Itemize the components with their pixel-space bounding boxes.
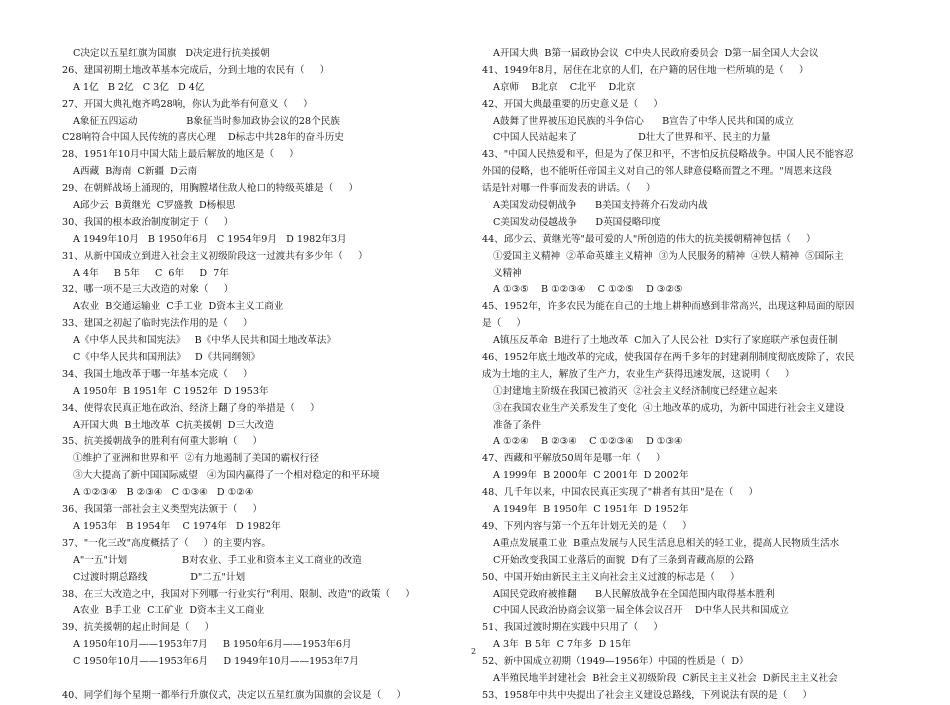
text-line: 27、开国大典礼炮齐鸣28响，你认为此举有何意义（ ） (62, 98, 313, 110)
text-line: 成为土地的主人，解放了生产力，农业生产获得迅速发展，这说明（ ） (482, 368, 795, 380)
text-line: 52、新中国成立初期（1949—1956年）中国的性质是（ D） (482, 656, 749, 668)
text-line: A国民党政府被推翻 B人民解放战争在全国范围内取得基本胜利 (493, 588, 775, 600)
text-line: 40、同学们每个星期一都举行升旗仪式，决定以五星红旗为国旗的会议是（ ） (62, 689, 407, 701)
text-line (62, 671, 467, 688)
text-line: 53、1958年中共中央提出了社会主义建设总路线，下列说法有误的是（ ） (482, 689, 813, 701)
text-line: ①维护了亚洲和世界和平 ②有力地遏制了美国的霸权行径 (73, 453, 319, 465)
text-line: 37、"一化三改"高度概括了（ ）的主要内容。 (62, 537, 271, 549)
page-number: 2 (471, 647, 477, 656)
text-line: 准备了条件 (493, 419, 541, 431)
text-line: C中国人民政治协商会议第一届全体会议召开 D中华人民共和国成立 (493, 605, 789, 617)
text-line: C美国发动侵越战争 D英国侵略印度 (493, 216, 661, 228)
text-line: C开始改变我国工业落后的面貌 D有了三条到青藏高原的公路 (493, 554, 754, 566)
text-line: C决定以五星红旗为国旗 D决定进行抗美援朝 (73, 48, 270, 59)
text-line: C 1950年10月——1953年6月 D 1949年10月——1953年7月 (73, 656, 359, 668)
text-line: A象征五四运动 B象征当时参加政协会议的28个民族 (73, 115, 340, 127)
text-line: C过渡时期总路线 D"二五"计划 (73, 571, 246, 583)
text-line: 51、我国过渡时期在实践中只用了（ ） (482, 622, 663, 634)
text-line: A ①②④ B ②③④ C ①②③④ D ①③④ (493, 436, 683, 448)
text-line: 28、1951年10月中国大陆上最后解放的地区是（ ） (62, 149, 299, 161)
text-line: 34、使得农民真正地在政治、经济上翻了身的举措是（ ） (62, 402, 320, 414)
text-line: A半殖民地半封建社会 B社会主义初级阶段 C新民主主义社会 D新民主主义社会 (493, 672, 838, 684)
text-line: A 1999年 B 2000年 C 2001年 D 2002年 (493, 470, 689, 482)
text-line: ③在我国农业生产关系发生了变化 ④土地改革的成功，为新中国进行社会主义建设 (493, 402, 845, 414)
text-line: 38、在三大改造之中，我国对下列哪一行业实行"利用、限制、改造"的政策（ ） (62, 588, 415, 600)
text-line: 46、1952年底土地改革的完成，使我国存在两千多年的封建剥削制度彻底废除了，农民 (482, 352, 855, 364)
text-line: 30、我国的根本政治制度制定于（ ） (62, 216, 234, 228)
text-line: C28响符合中国人民传统的喜庆心理 D标志中共28年的奋斗历史 (62, 132, 344, 144)
text-line: A 1949年10月 B 1950年6月 C 1954年9月 D 1982年3月 (73, 233, 347, 245)
text-line: 26、建国初期土地改革基本完成后，分到土地的农民有（ ） (62, 64, 330, 76)
text-line: 33、建国之初起了临时宪法作用的是（ ） (62, 318, 253, 330)
text-line: A 1949年 B 1950年 C 1951年 D 1952年 (493, 504, 689, 516)
text-line: 44、邱少云、黄继光等"最可爱的人"所创造的伟大的抗美援朝精神包括（ ） (482, 233, 816, 245)
text-line: A 3年 B 5年 C 7年多 D 15年 (493, 639, 631, 651)
text-line: ①封建地主阶级在我国已被消灭 ②社会主义经济制度已经建立起来 (493, 385, 778, 397)
text-line: A"一五"计划 B对农业、手工业和资本主义工商业的改造 (73, 554, 362, 566)
text-line: 36、我国第一部社会主义类型宪法颁于（ ） (62, 504, 263, 516)
text-line: A开国大典 B第一届政协会议 C中央人民政府委员会 D第一届全国人大会议 (493, 48, 819, 59)
text-line: A西藏 B海南 C新疆 D云南 (73, 166, 198, 178)
text-line: A美国发动侵朝战争 B美国支持蒋介石发动内战 (493, 200, 708, 212)
text-line: C中国人民站起来了 D壮大了世界和平、民主的力量 (493, 132, 771, 144)
text-line: 48、几千年以来，中国农民真正实现了"耕者有其田"是在（ ） (482, 487, 759, 499)
text-line: A 1950年 B 1951年 C 1952年 D 1953年 (73, 385, 269, 397)
text-line: ③大大提高了新中国国际威望 ④为国内赢得了一个相对稳定的和平环境 (73, 470, 380, 482)
text-line: 41、1949年8月，居住在北京的人们，在户籍的居住地一栏所填的是（ ） (482, 64, 809, 76)
text-line: C《中华人民共和国刑法》 D《共同纲领》 (73, 352, 261, 364)
text-line: 45、1952年，许多农民为能在自己的土地上耕种而感到非常高兴，出现这种局面的原因 (482, 301, 855, 313)
text-line: 31、从新中国成立到进入社会主义初级阶段这一过渡共有多少年（ ） (62, 250, 368, 262)
text-line: A开国大典 B土地改革 C抗美援朝 D三大改造 (73, 419, 274, 431)
text-line: 42、开国大典最重要的历史意义是（ ） (482, 98, 663, 110)
text-line: A京师 B北京 C北平 D北京 (493, 81, 636, 93)
text-line: A ①②③④ B ②③④ C ①③④ D ①②④ (73, 487, 254, 499)
text-line: A重点发展重工业 B重点发展与人民生活息息相关的轻工业，提高人民物质生活水 (493, 537, 840, 549)
text-line: A农业 B手工业 C工矿业 D资本主义工商业 (73, 605, 265, 617)
text-line: A农业 B交通运输业 C手工业 D资本主义工商业 (73, 301, 284, 313)
text-line: A ①③⑤ B ①②③④ C ①②⑤ D ③②⑤ (493, 284, 683, 296)
text-line: 43、"中国人民热爱和平，但是为了保卫和平，不害怕反抗侵略战争。中国人民不能容忍 (482, 149, 854, 161)
left-column (62, 46, 467, 705)
text-line: A 1亿 B 2亿 C 3亿 D 4亿 (73, 81, 205, 93)
text-line: 34、我国土地改革于哪一年基本完成（ ） (62, 368, 253, 380)
text-line: 32、哪一项不是三大改造的对象（ ） (62, 284, 234, 296)
text-line: A 4年 B 5年 C 6年 D 7年 (73, 267, 229, 279)
text-line: A邱少云 B黄继光 C罗盛教 D杨根思 (73, 200, 236, 212)
text-line: ①爱国主义精神 ②革命英雄主义精神 ③为人民服务的精神 ④铁人精神 ⑤国际主 (493, 250, 844, 262)
text-line: A 1953年 B 1954年 C 1974年 D 1982年 (73, 520, 281, 532)
text-line: A 1950年10月——1953年7月 B 1950年6月——1953年6月 (73, 639, 352, 651)
text-line: 47、西藏和平解放50周年是哪一年（ ） (482, 453, 666, 465)
text-line: 是（ ） (482, 318, 527, 330)
text-line: A《中华人民共和国宪法》 B《中华人民共和国土地改革法》 (73, 335, 336, 347)
text-line: A镇压反革命 B进行了土地改革 C加入了人民公社 D实行了家庭联产承包责任制 (493, 335, 838, 347)
text-line: 39、抗美援朝的起止时间是（ ） (62, 622, 215, 634)
text-line: 义精神 (493, 267, 522, 279)
text-line: 外国的侵略，也不能听任帝国主义对自己的邻人肆意侵略而置之不理。"周恩来这段 (482, 166, 832, 178)
text-line: 35、抗美援朝战争的胜利有何重大影响（ ） (62, 436, 263, 448)
text-line: 话是针对哪一件事而发表的讲话。（ ） (482, 183, 656, 195)
text-line: A鼓舞了世界被压迫民族的斗争信心 B宣告了中华人民共和国的成立 (493, 115, 794, 127)
right-column (482, 46, 902, 705)
text-line: 49、下列内容与第一个五年计划无关的是（ ） (482, 520, 692, 532)
text-line: 50、中国开始由新民主主义向社会主义过渡的标志是（ ） (482, 571, 740, 583)
text-line: 29、在朝鲜战场上涌现的，用胸膛堵住敌人枪口的特级英雄是（ ） (62, 183, 359, 195)
